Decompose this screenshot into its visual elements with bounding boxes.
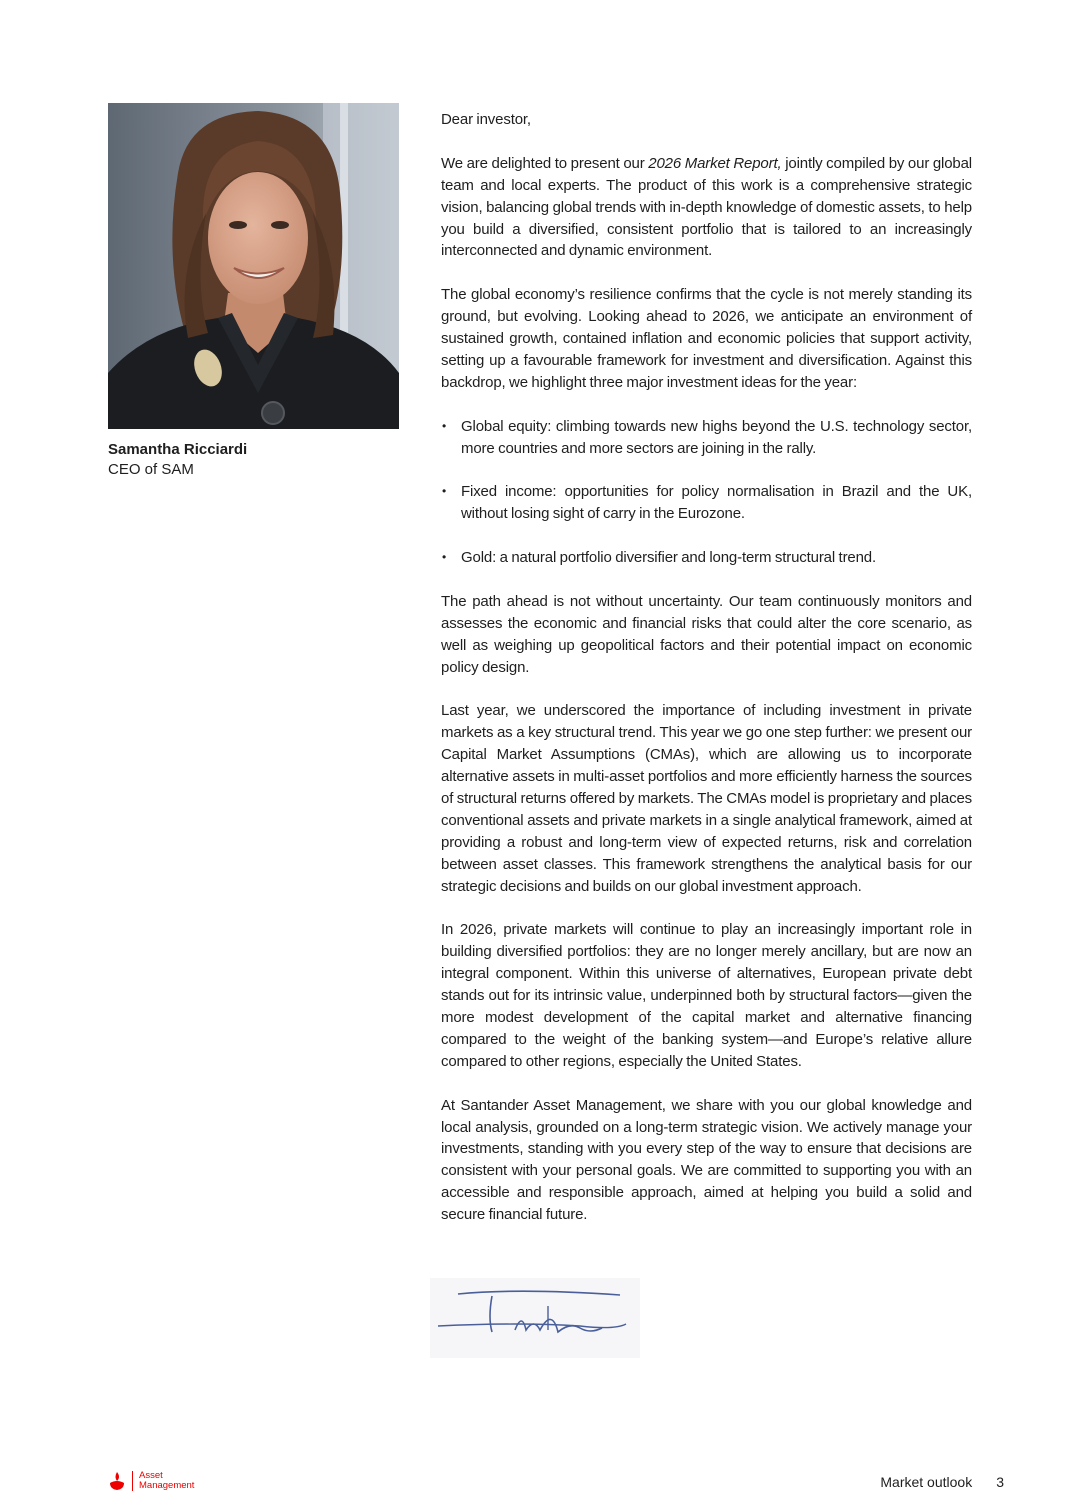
page-number: 3 bbox=[996, 1474, 1004, 1490]
paragraph-outlook: The global economy’s resilience confirms that the cycle is not merely standing its ground, but evolving. Looking ahead to 2026, we anticipate an environment of sustained growth, contained inflation and economic policies that support activity, setting up a favourable framework for investment and diversification. Against this backdrop, we highlight three major investment ideas for the year: bbox=[441, 286, 972, 391]
logo-line-asset: Asset bbox=[139, 1470, 163, 1481]
list-item: • Global equity: climbing towards new highs beyond the U.S. technology sector, more countries and more sectors are joining in the rally. bbox=[441, 416, 972, 460]
page-footer bbox=[880, 1474, 1004, 1490]
author-name: Samantha Ricciardi bbox=[108, 441, 248, 458]
paragraph-closing: At Santander Asset Management, we share with you our global knowledge and local analysis, grounded on a long-term strategic vision. We actively manage your investments, standing with you every step of the way to ensure that decisions are consistent with your personal goals. We are committed to supporting you with an accessible and responsible approach, aimed at helping you build a solid and secure financial future. bbox=[441, 1096, 972, 1224]
paragraph-private-markets: In 2026, private markets will continue to play an increasingly important role in building diversified portfolios: they are no longer merely ancillary, but are now an integral component. Within this universe of alternatives, European private debt stands out for its intrinsic value, underpinned both by structural factors—given the more modest development of the capital market and alternative financing compared to the weight of the banking system—and Europe’s relative allure compared to other regions, especially the United States. bbox=[441, 921, 972, 1070]
intro-text-end: jointly compiled by our global team and local experts. The product of this work is a comprehensive strategic vision, balancing global trends with in-depth knowledge of domestic assets, to help you build a diversified, consistent portfolio that is tailored to an increasingly interconnected and dynamic environment. bbox=[441, 154, 972, 260]
investment-ideas-list bbox=[441, 416, 972, 569]
section-title: Market outlook bbox=[880, 1474, 973, 1490]
logo-line-management: Management bbox=[139, 1480, 195, 1491]
list-item: • Gold: a natural portfolio diversifier and long-term structural trend. bbox=[441, 547, 972, 569]
list-item: • Fixed income: opportunities for policy normalisation in Brazil and the UK, without losing sight of carry in the Eurozone. bbox=[441, 481, 972, 525]
santander-flame-icon bbox=[108, 1471, 126, 1491]
intro-text-start: We are delighted to present our bbox=[441, 154, 649, 172]
handwritten-signature bbox=[430, 1278, 640, 1358]
paragraph-cmas: Last year, we underscored the importance of including investment in private markets as a key structural trend. This year we go one step further: we present our Capital Market Assumptions (CMAs), which are allowing us to incorporate alternative assets in multi-asset portfolios and more efficiently harness the sources of structural returns offered by markets. The CMAs model is proprietary and places conventional assets and private markets in a single analytical framework, aimed at providing a robust and long-term view of expected returns, risk and correlation between asset classes. This framework strengthens the analytical basis for our strategic decisions and builds on our global investment approach. bbox=[441, 702, 972, 895]
ceo-portrait-photo bbox=[108, 103, 399, 429]
santander-asset-management-logo bbox=[108, 1469, 194, 1493]
report-title: 2026 Market Report, bbox=[648, 154, 782, 172]
paragraph-uncertainty: The path ahead is not without uncertainty. Our team continuously monitors and assesses the economic and financial risks that could alter the core scenario, as well as weighing up geopolitical factors and their potential impact on economic policy design. bbox=[441, 592, 972, 676]
greeting: Dear investor, bbox=[441, 111, 531, 128]
letter-body bbox=[441, 109, 972, 1248]
author-title: CEO of SAM bbox=[108, 461, 194, 478]
logo-text bbox=[139, 1471, 194, 1491]
author-caption bbox=[108, 440, 247, 480]
logo-divider bbox=[132, 1471, 133, 1491]
paragraph-intro bbox=[441, 153, 972, 263]
